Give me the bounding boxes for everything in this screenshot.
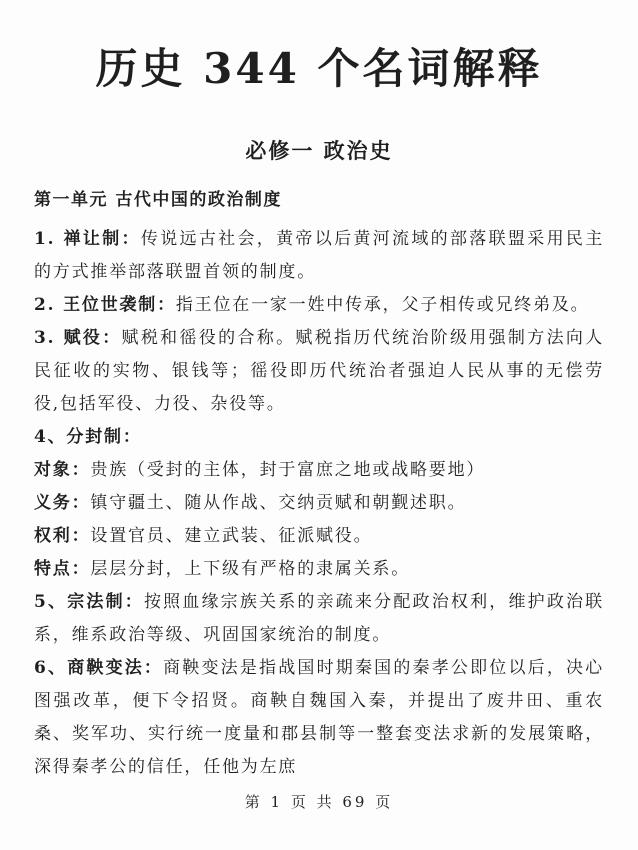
- term-label: 义务：: [34, 492, 91, 513]
- term-label: 2. 王位世袭制：: [34, 294, 176, 315]
- term-entry-2: [34, 289, 604, 322]
- term-label: 1. 禅让制：: [34, 228, 141, 249]
- page-title: 历史 344 个名词解释: [95, 44, 543, 93]
- term-text: 传说远古社会，黄帝以后黄河流域的部落联盟采用民主的方式推举部落联盟首领的制度。: [34, 228, 605, 282]
- term-label: 4、分封制：: [34, 426, 142, 447]
- page-subtitle: 必修一 政治史: [245, 137, 393, 163]
- term-entry-6: [34, 652, 604, 784]
- term-entry-4-object: [34, 454, 604, 487]
- term-label: 6、商鞅变法：: [34, 657, 164, 678]
- term-entry-4: [34, 421, 604, 454]
- term-text: 按照血缘宗族关系的亲疏来分配政治权利，维护政治联系，维系政治等级、巩固国家统治的制度。: [34, 591, 604, 645]
- term-label: 权利：: [34, 525, 91, 546]
- term-text: 层层分封，上下级有严格的隶属关系。: [90, 558, 411, 579]
- term-text: 镇守疆土、随从作战、交纳贡赋和朝觐述职。: [90, 492, 467, 513]
- term-text: 指王位在一家一姓中传承，父子相传或兄终弟及。: [175, 294, 590, 315]
- term-entry-4-rights: [34, 520, 604, 553]
- term-label: 特点：: [34, 558, 91, 579]
- term-text: 贵族（受封的主体，封于富庶之地或战略要地）: [90, 459, 486, 480]
- term-entry-3: [34, 322, 604, 421]
- term-entry-4-duty: [34, 487, 604, 520]
- term-label: 3. 赋役：: [34, 327, 122, 348]
- term-text: 赋税和徭役的合称。赋税指历代统治阶级用强制方法向人民征收的实物、银钱等；徭役即历代统治者强迫人民从事的无偿劳役,包括军役、力役、杂役等。: [34, 327, 605, 414]
- section-heading: 第一单元 古代中国的政治制度: [34, 189, 282, 210]
- term-entry-5: [34, 586, 604, 652]
- term-entry-1: [34, 223, 604, 289]
- term-text: 商鞅变法是指战国时期秦国的秦孝公即位以后，决心图强改革，便下令招贤。商鞅自魏国入秦，并提出了废井田、重农桑、奖军功、实行统一度量和郡县制等一整套变法求新的发展策略，深得秦孝公的信任，任他为左庶: [34, 657, 604, 777]
- term-label: 5、宗法制：: [34, 591, 144, 612]
- page-number-footer: 第 1 页 共 69 页: [244, 793, 394, 811]
- term-label: 对象：: [34, 459, 91, 480]
- term-entry-4-features: [34, 553, 604, 586]
- term-text: 设置官员、建立武装、征派赋役。: [90, 525, 373, 546]
